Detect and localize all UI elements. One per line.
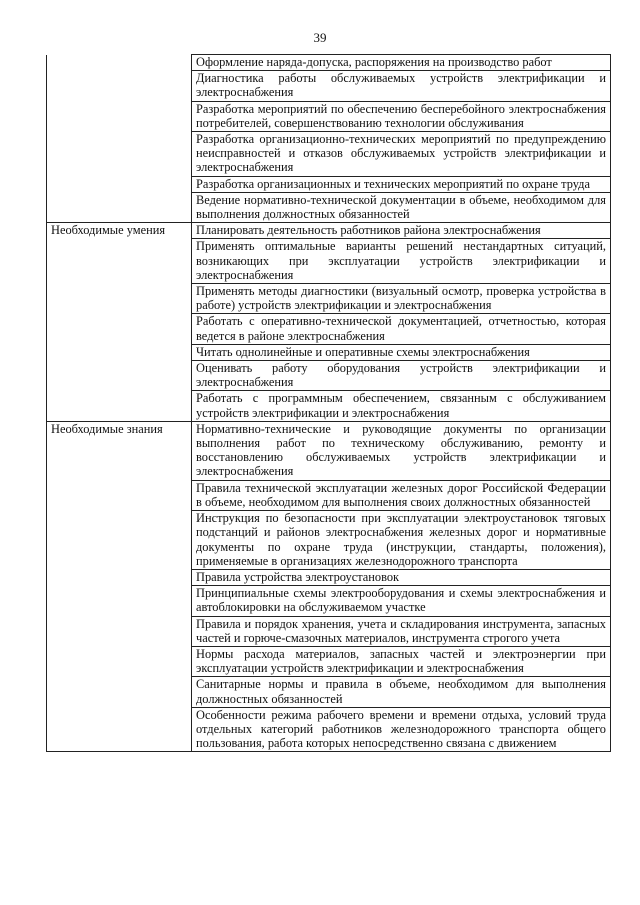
category-cell: Необходимые знания <box>47 421 192 751</box>
table-row <box>47 421 611 480</box>
description-cell: Санитарные нормы и правила в объеме, необходимом для выполнения должностных обязанностей <box>192 677 611 707</box>
description-cell: Разработка мероприятий по обеспечению бесперебойного электроснабжения потребителей, совершенствованию технологии обслуживания <box>192 101 611 131</box>
description-cell: Правила технической эксплуатации железных дорог Российской Федерации в объеме, необходимом для выполнения своих должностных обязанностей <box>192 480 611 510</box>
description-cell: Применять оптимальные варианты решений нестандартных ситуаций, возникающих при эксплуатации устройств электрификации и электроснабжения <box>192 239 611 284</box>
description-cell: Работать с оперативно-технической документацией, отчетностью, которая ведется в районе электроснабжения <box>192 314 611 344</box>
description-cell: Планировать деятельность работников района электроснабжения <box>192 223 611 239</box>
table-row <box>47 55 611 71</box>
description-cell: Нормы расхода материалов, запасных частей и электроэнергии при эксплуатации устройств электрификации и электроснабжения <box>192 646 611 676</box>
description-cell: Особенности режима рабочего времени и времени отдыха, условий труда отдельных категорий работников железнодорожного транспорта общего пользования, работа которых непосредственно связана с движением <box>192 707 611 752</box>
description-cell: Работать с программным обеспечением, связанным с обслуживанием устройств электрификации и электроснабжения <box>192 391 611 421</box>
description-cell: Применять методы диагностики (визуальный осмотр, проверка устройства в работе) устройств электрификации и электроснабжения <box>192 284 611 314</box>
table-row <box>47 223 611 239</box>
description-cell: Оценивать работу оборудования устройств электрификации и электроснабжения <box>192 361 611 391</box>
description-cell: Читать однолинейные и оперативные схемы электроснабжения <box>192 344 611 360</box>
requirements-table <box>46 54 611 752</box>
description-cell: Разработка организационно-технических мероприятий по предупреждению неисправностей и отказов обслуживаемых устройств электрификации и электроснабжения <box>192 132 611 177</box>
description-cell: Оформление наряда-допуска, распоряжения на производство работ <box>192 55 611 71</box>
description-cell: Правила устройства электроустановок <box>192 569 611 585</box>
description-cell: Ведение нормативно-технической документации в объеме, необходимом для выполнения должностных обязанностей <box>192 192 611 222</box>
description-cell: Нормативно-технические и руководящие документы по организации выполнения работ по техническому обслуживанию, ремонту и восстановлению обслуживаемых устройств электрификации и электроснабжения <box>192 421 611 480</box>
description-cell: Правила и порядок хранения, учета и складирования инструмента, запасных частей и горюче-смазочных материалов, инструмента строгого учета <box>192 616 611 646</box>
page-number: 39 <box>313 30 327 45</box>
description-cell: Принципиальные схемы электрооборудования и схемы электроснабжения и автоблокировки на обслуживаемом участке <box>192 586 611 616</box>
description-cell: Разработка организационных и технических мероприятий по охране труда <box>192 176 611 192</box>
description-cell: Инструкция по безопасности при эксплуатации электроустановок тяговых подстанций и районов электроснабжения железных дорог и нормативные документы по охране труда (инструкции, стандарты, положения), применяемые в организациях железнодорожного транспорта <box>192 511 611 570</box>
category-cell: Необходимые умения <box>47 223 192 422</box>
description-cell: Диагностика работы обслуживаемых устройств электрификации и электроснабжения <box>192 71 611 101</box>
category-cell <box>47 55 192 223</box>
requirements-table-body <box>47 55 611 752</box>
